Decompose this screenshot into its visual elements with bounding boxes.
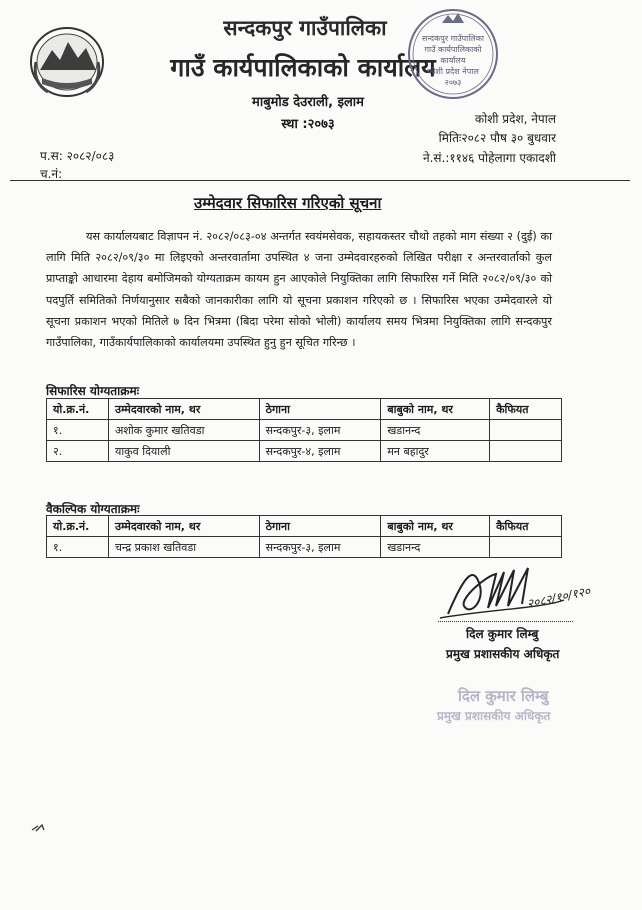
table-header-row: [47, 516, 562, 537]
table-cell: खडानन्द: [381, 537, 490, 558]
table-cell: याकुव दियाली: [108, 441, 259, 462]
office-address: माबुमोड देउराली, इलाम: [252, 95, 364, 110]
column-header: यो.क्र.नं.: [47, 516, 109, 537]
column-header: कैफियत: [490, 399, 562, 420]
notice-body: [46, 226, 552, 353]
table-cell: १.: [47, 537, 109, 558]
table-cell: [490, 420, 562, 441]
table-row: [47, 441, 562, 462]
table-header-row: [47, 399, 562, 420]
column-header: कैफियत: [490, 516, 562, 537]
signatory-name: दिल कुमार लिम्बु: [466, 627, 539, 641]
table-cell: सन्दकपुर-४, इलाम: [259, 441, 381, 462]
handwritten-signature: [434, 556, 614, 626]
alternate-table: [46, 515, 562, 558]
table-cell: [490, 537, 562, 558]
table-cell: २.: [47, 441, 109, 462]
scribble-mark-icon: [30, 822, 50, 834]
recommended-table: [46, 398, 562, 462]
table-cell: अशोक कुमार खतिवडा: [108, 420, 259, 441]
nepal-samvat-text: ने.सं.:११४६ पोहेलागा एकादशी: [422, 151, 556, 165]
established-year: स्था :२०७३: [281, 117, 335, 132]
municipality-name: सन्दकपुर गाउँपालिका: [223, 16, 387, 40]
seal-line-5: २०७३: [444, 78, 462, 87]
dispatch-number: च.नं:: [40, 167, 63, 181]
reference-number: प.स: २०८२/०८३: [40, 149, 115, 163]
column-header: ठेगाना: [259, 399, 381, 420]
column-header: बाबुको नाम, थर: [381, 516, 490, 537]
table-cell: चन्द्र प्रकाश खतिवडा: [108, 537, 259, 558]
name-stamp-line-1: दिल कुमार लिम्बु: [458, 687, 549, 705]
column-header: बाबुको नाम, थर: [381, 399, 490, 420]
province-text: कोशी प्रदेश, नेपाल: [474, 112, 556, 126]
column-header: यो.क्र.नं.: [47, 399, 109, 420]
office-seal: [404, 5, 502, 103]
recommended-heading: सिफारिस योग्यताक्रमः: [46, 384, 140, 398]
column-header: उम्मेदवारको नाम, थर: [108, 516, 259, 537]
seal-line-4: कोशी प्रदेश नेपाल: [427, 67, 479, 76]
signature-date: २०८२/१०/१२०: [525, 583, 592, 611]
column-header: उम्मेदवारको नाम, थर: [108, 399, 259, 420]
notice-title: उम्मेदवार सिफारिस गरिएको सूचना: [194, 194, 382, 212]
table-row: [47, 537, 562, 558]
header-divider: [10, 180, 630, 181]
table-cell: खडानन्द: [381, 420, 490, 441]
name-stamp-line-2: प्रमुख प्रशासकीय अधिकृत: [437, 709, 551, 723]
table-row: [47, 420, 562, 441]
table-cell: सन्दकपुर-३, इलाम: [259, 420, 381, 441]
alternate-heading: वैकल्पिक योग्यताक्रमः: [46, 502, 140, 516]
table-cell: मन बहादुर: [381, 441, 490, 462]
office-name: गाउँ कार्यपालिकाको कार्यालय: [170, 53, 436, 82]
table-cell: [490, 441, 562, 462]
nepal-emblem-icon: [28, 22, 106, 100]
signature-line: [438, 621, 573, 622]
seal-line-1: सन्दकपुर गाउँपालिका: [422, 34, 484, 43]
date-text: मितिः२०८२ पौष ३० बुधवार: [438, 131, 556, 145]
column-header: ठेगाना: [259, 516, 381, 537]
table-cell: सन्दकपुर-३, इलाम: [259, 537, 381, 558]
seal-line-3: कार्यालय: [440, 56, 466, 65]
notice-body-text: यस कार्यालयबाट विज्ञापन नं. २०८२/०८३-०४ अन्तर्गत स्वयंमसेवक, सहायकस्तर चौथो तहको माग संख्या २ (दुई) का लागि मिति २०८२/०९/३० मा लिइएको अन्तरवार्तामा उपस्थित ४ जना उम्मेदवारहरुको लिखित परीक्षा र अन्तरवार्ताको कुल प्राप्ताङ्को आधारमा देहाय बमोजिमको योग्यताक्रम कायम हुन आएकोले नियुक्तिका लागि सिफारिस गर्ने मिति २०८२/०९/३० को पदपुर्ति समितिको निर्णयानुसार सबैको जानकारीका लागि यो सूचना प्रकाशन गरिएको छ । सिफारिस भएका उम्मेदवारले यो सूचना प्रकाशन भएको मितिले ७ दिन भित्रमा (बिदा परेमा सोको भोली) कार्यालय समय भित्रमा नियुक्तिका लागि सन्दकपुर गाउँपालिका, गाउँकार्यपालिकाको कार्यालयमा उपस्थित हुनु हुन सूचित गरिन्छ ।: [46, 230, 552, 350]
signatory-designation: प्रमुख प्रशासकीय अधिकृत: [446, 647, 560, 661]
seal-line-2: गाउँ कार्यपालिकाको: [424, 45, 482, 54]
table-cell: १.: [47, 420, 109, 441]
